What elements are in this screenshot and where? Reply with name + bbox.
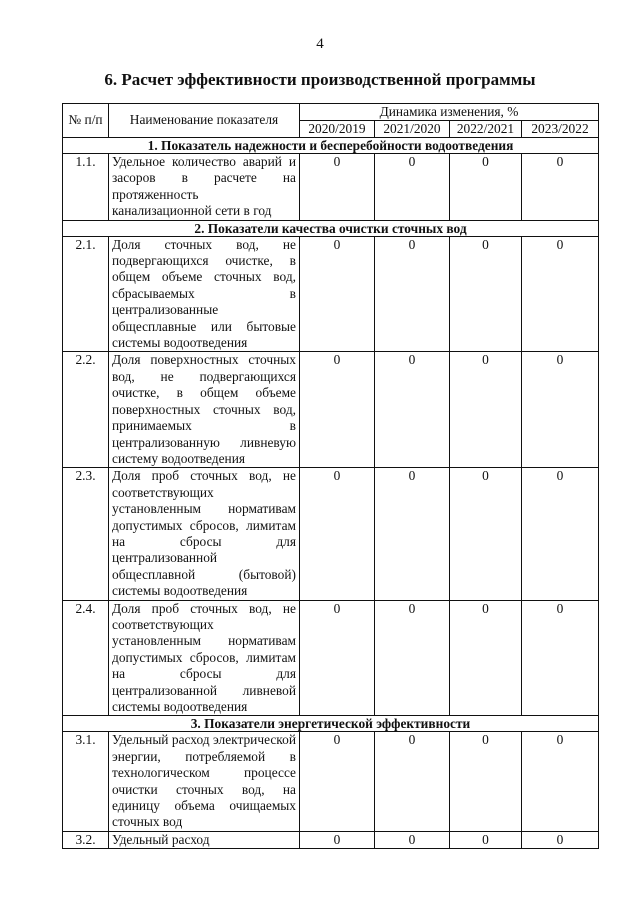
header-year: 2021/2020 bbox=[375, 121, 450, 138]
dynamics-value: 0 bbox=[522, 831, 599, 848]
table-row bbox=[63, 600, 599, 716]
section-title: 2. Показатели качества очистки сточных вод bbox=[63, 220, 599, 236]
page-heading: 6. Расчет эффективности производственной программы bbox=[104, 70, 536, 89]
dynamics-value: 0 bbox=[375, 352, 450, 468]
section-header-row bbox=[63, 138, 599, 154]
dynamics-value: 0 bbox=[300, 352, 375, 468]
section-title: 1. Показатель надежности и бесперебойности водоотведения bbox=[63, 138, 599, 154]
indicator-name: Удельное количество аварий и засоров в расчете на протяженность канализационной сети в год bbox=[109, 154, 300, 221]
row-number: 3.1. bbox=[63, 732, 109, 831]
dynamics-value: 0 bbox=[522, 468, 599, 600]
table-row bbox=[63, 236, 599, 352]
dynamics-value: 0 bbox=[300, 732, 375, 831]
row-number: 3.2. bbox=[63, 831, 109, 848]
dynamics-value: 0 bbox=[300, 600, 375, 716]
row-number: 2.1. bbox=[63, 236, 109, 352]
table-row bbox=[63, 732, 599, 831]
indicator-name: Удельный расход электрической энергии, потребляемой в технологическом процессе очистки сточных вод, на единицу объема очищаемых сточных вод bbox=[109, 732, 300, 831]
efficiency-table bbox=[62, 103, 599, 849]
page-number: 4 bbox=[316, 36, 324, 52]
header-dynamics: Динамика изменения, % bbox=[300, 104, 599, 121]
dynamics-value: 0 bbox=[450, 468, 522, 600]
section-header-row bbox=[63, 716, 599, 732]
dynamics-value: 0 bbox=[450, 831, 522, 848]
indicator-name: Доля проб сточных вод, не соответствующих установленным нормативам допустимых сбросов, лимитам на сбросы для централизованной ливневой системы водоотведения bbox=[109, 600, 300, 716]
header-year: 2020/2019 bbox=[300, 121, 375, 138]
dynamics-value: 0 bbox=[522, 154, 599, 221]
dynamics-value: 0 bbox=[522, 352, 599, 468]
dynamics-value: 0 bbox=[450, 154, 522, 221]
dynamics-value: 0 bbox=[375, 831, 450, 848]
table-row bbox=[63, 352, 599, 468]
row-number: 2.4. bbox=[63, 600, 109, 716]
dynamics-value: 0 bbox=[300, 236, 375, 352]
dynamics-value: 0 bbox=[300, 831, 375, 848]
dynamics-value: 0 bbox=[375, 468, 450, 600]
row-number: 2.2. bbox=[63, 352, 109, 468]
dynamics-value: 0 bbox=[450, 732, 522, 831]
dynamics-value: 0 bbox=[522, 600, 599, 716]
table-row bbox=[63, 154, 599, 221]
indicator-name: Доля проб сточных вод, не соответствующих установленным нормативам допустимых сбросов, лимитам на сбросы для централизованной общесплавной (бытовой) системы водоотведения bbox=[109, 468, 300, 600]
dynamics-value: 0 bbox=[450, 236, 522, 352]
table-row bbox=[63, 831, 599, 848]
dynamics-value: 0 bbox=[450, 600, 522, 716]
header-year: 2022/2021 bbox=[450, 121, 522, 138]
row-number: 2.3. bbox=[63, 468, 109, 600]
header-name: Наименование показателя bbox=[109, 104, 300, 138]
header-num: № п/п bbox=[63, 104, 109, 138]
dynamics-value: 0 bbox=[522, 236, 599, 352]
header-year: 2023/2022 bbox=[522, 121, 599, 138]
header-row bbox=[63, 104, 599, 121]
dynamics-value: 0 bbox=[300, 154, 375, 221]
dynamics-value: 0 bbox=[375, 600, 450, 716]
dynamics-value: 0 bbox=[375, 236, 450, 352]
dynamics-value: 0 bbox=[375, 732, 450, 831]
indicator-name: Доля сточных вод, не подвергающихся очистке, в общем объеме сточных вод, сбрасываемых в централизованные общесплавные или бытовые системы водоотведения bbox=[109, 236, 300, 352]
indicator-name: Удельный расход bbox=[109, 831, 300, 848]
table-row bbox=[63, 468, 599, 600]
dynamics-value: 0 bbox=[375, 154, 450, 221]
dynamics-value: 0 bbox=[522, 732, 599, 831]
dynamics-value: 0 bbox=[300, 468, 375, 600]
section-title: 3. Показатели энергетической эффективности bbox=[63, 716, 599, 732]
row-number: 1.1. bbox=[63, 154, 109, 221]
indicator-name: Доля поверхностных сточных вод, не подвергающихся очистке, в общем объеме поверхностных сточных вод, принимаемых в централизованную ливневую систему водоотведения bbox=[109, 352, 300, 468]
section-header-row bbox=[63, 220, 599, 236]
dynamics-value: 0 bbox=[450, 352, 522, 468]
